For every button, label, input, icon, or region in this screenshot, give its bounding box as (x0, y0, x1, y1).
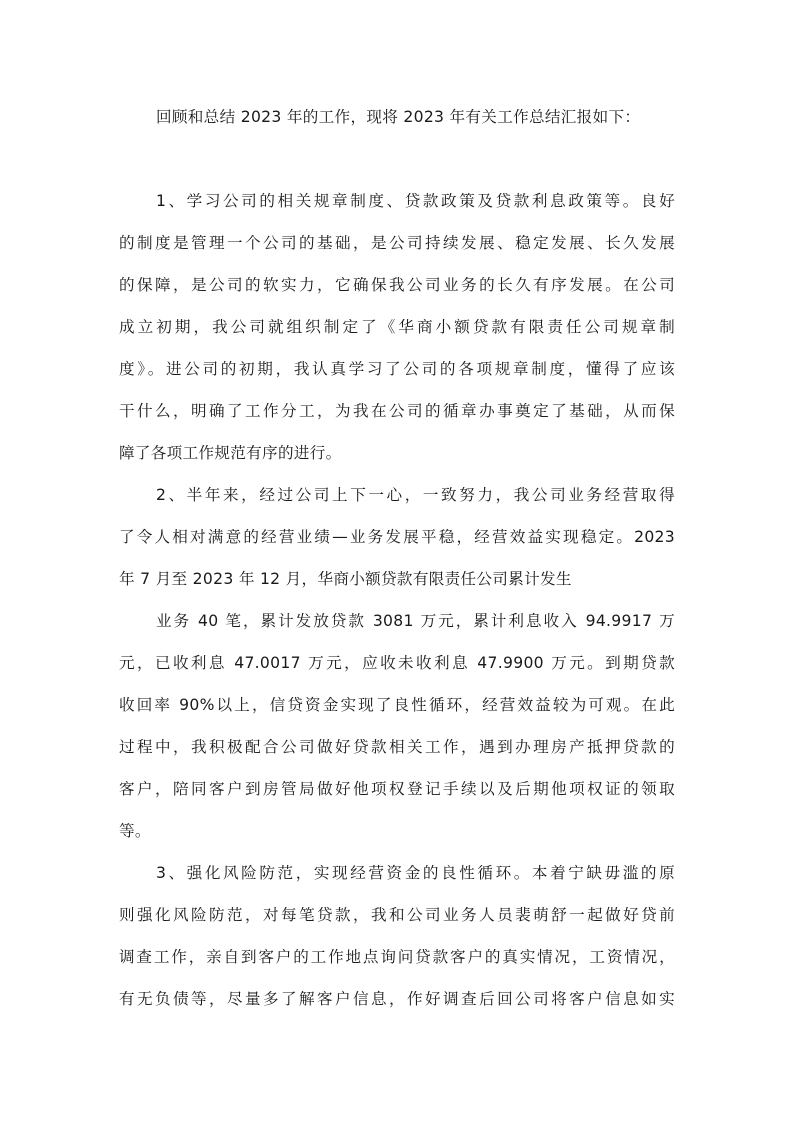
section2-line-2: 了令人相对满意的经营业绩—业务发展平稳，经营效益实现稳定。2023 (119, 528, 675, 546)
section2-line-7: 过程中，我积极配合公司做好贷款相关工作，遇到办理房产抵押贷款的 (119, 738, 675, 756)
section1-line-7: 障了各项工作规范有序的进行。 (119, 444, 342, 462)
section3-line-3: 调查工作，亲自到客户的工作地点询问贷款客户的真实情况，工资情况， (119, 948, 675, 966)
section1-line-5: 度》。进公司的初期，我认真学习了公司的各项规章制度，懂得了应该 (119, 360, 675, 378)
section2-line-4: 业务 40 笔，累计发放贷款 3081 万元，累计利息收入 94.9917 万 (156, 612, 675, 630)
intro-paragraph: 回顾和总结 2023 年的工作，现将 2023 年有关工作总结汇报如下： (156, 108, 641, 126)
section1-line-1: 1、学习公司的相关规章制度、贷款政策及贷款利息政策等。良好 (156, 192, 675, 210)
section1-line-3: 的保障，是公司的软实力，它确保我公司业务的长久有序发展。在公司 (119, 276, 675, 294)
section1-line-4: 成立初期，我公司就组织制定了《华商小额贷款有限责任公司规章制 (119, 318, 675, 336)
section2-line-6: 收回率 90%以上，信贷资金实现了良性循环，经营效益较为可观。在此 (119, 696, 675, 714)
section1-line-2: 的制度是管理一个公司的基础，是公司持续发展、稳定发展、长久发展 (119, 234, 675, 252)
section2-line-5: 元，已收利息 47.0017 万元，应收未收利息 47.9900 万元。到期贷款 (119, 654, 675, 672)
section3-line-2: 则强化风险防范，对每笔贷款，我和公司业务人员裴萌舒一起做好贷前 (119, 906, 675, 924)
section3-line-4: 有无负债等，尽量多了解客户信息，作好调查后回公司将客户信息如实 (119, 990, 675, 1008)
section2-line-1: 2、半年来，经过公司上下一心，一致努力，我公司业务经营取得 (156, 486, 675, 504)
section2-line-3: 年 7 月至 2023 年 12 月，华商小额贷款有限责任公司累计发生 (119, 570, 572, 588)
section2-line-9: 等。 (119, 822, 151, 840)
section3-line-1: 3、强化风险防范，实现经营资金的良性循环。本着宁缺毋滥的原 (156, 864, 675, 882)
section2-line-8: 客户，陪同客户到房管局做好他项权登记手续以及后期他项权证的领取 (119, 780, 675, 798)
section1-line-6: 干什么，明确了工作分工，为我在公司的循章办事奠定了基础，从而保 (119, 402, 675, 420)
